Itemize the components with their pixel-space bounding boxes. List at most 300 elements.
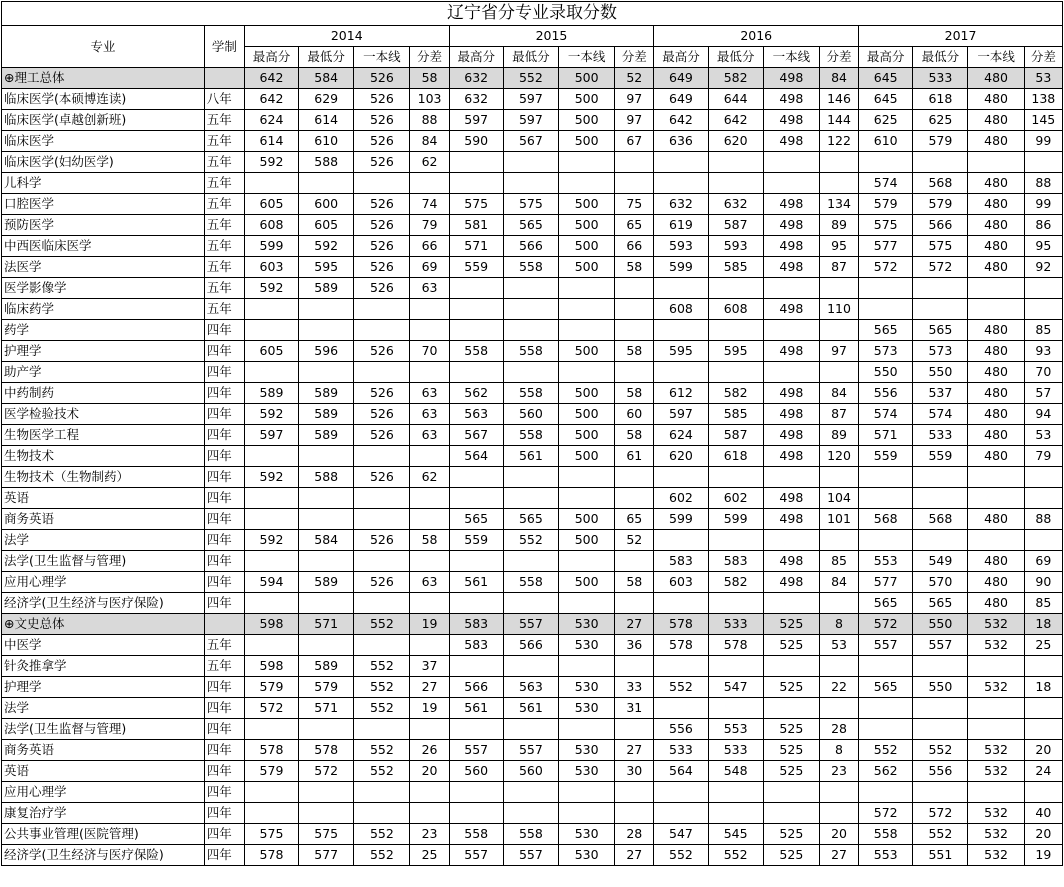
score-cell [615,152,654,173]
duration-cell: 四年 [204,488,244,509]
sub-header-2016-0: 最高分 [654,47,708,68]
score-cell: 530 [559,698,615,719]
score-cell: 480 [968,383,1024,404]
sub-header-2014-0: 最高分 [244,47,298,68]
admission-scores-table [1,1,1063,866]
score-cell [354,446,410,467]
score-cell: 552 [654,845,708,866]
score-cell: 52 [615,530,654,551]
score-cell: 564 [449,446,503,467]
score-cell: 530 [559,635,615,656]
score-cell: 526 [354,530,410,551]
score-cell [859,488,913,509]
score-cell: 498 [763,509,819,530]
score-cell: 25 [410,845,449,866]
score-cell [559,551,615,572]
score-cell [354,299,410,320]
score-cell [299,362,354,383]
score-cell: 552 [708,845,763,866]
score-cell: 66 [615,236,654,257]
major-cell: 公共事业管理(医院管理) [2,824,205,845]
score-cell: 592 [244,530,298,551]
duration-cell [204,614,244,635]
table-row [2,236,1063,257]
score-cell [819,656,858,677]
score-cell: 571 [449,236,503,257]
score-cell: 575 [299,824,354,845]
score-cell [244,362,298,383]
score-cell: 22 [819,677,858,698]
score-cell [763,698,819,719]
score-cell: 632 [654,194,708,215]
score-cell: 532 [968,845,1024,866]
score-cell [449,656,503,677]
score-cell: 526 [354,89,410,110]
score-cell [859,530,913,551]
score-cell: 557 [913,635,968,656]
score-cell: 480 [968,215,1024,236]
score-cell: 612 [654,383,708,404]
score-cell [503,467,558,488]
score-cell: 592 [244,152,298,173]
score-cell: 75 [615,194,654,215]
score-cell: 53 [819,635,858,656]
score-cell: 95 [819,236,858,257]
score-cell: 500 [559,89,615,110]
score-cell [708,362,763,383]
score-cell: 20 [410,761,449,782]
score-cell: 552 [354,761,410,782]
score-cell: 589 [299,383,354,404]
score-cell [299,299,354,320]
score-cell: 526 [354,68,410,89]
score-cell: 525 [763,761,819,782]
score-cell: 566 [913,215,968,236]
score-cell: 583 [449,635,503,656]
major-cell: ⊕文史总体 [2,614,205,635]
score-cell: 89 [819,425,858,446]
score-cell [913,530,968,551]
score-cell: 498 [763,299,819,320]
major-cell: 应用心理学 [2,572,205,593]
score-cell [354,362,410,383]
score-cell [449,362,503,383]
score-cell: 549 [913,551,968,572]
score-cell: 561 [449,698,503,719]
score-cell [654,593,708,614]
score-cell: 69 [410,257,449,278]
score-cell: 498 [763,341,819,362]
score-cell [449,551,503,572]
score-cell: 578 [244,845,298,866]
score-cell: 122 [819,131,858,152]
score-cell: 545 [708,824,763,845]
score-cell: 553 [859,551,913,572]
sub-header-2017-1: 最低分 [913,47,968,68]
score-cell: 532 [968,635,1024,656]
score-cell: 560 [503,761,558,782]
score-cell: 27 [615,740,654,761]
score-cell: 584 [299,68,354,89]
table-row [2,110,1063,131]
score-cell: 579 [859,194,913,215]
score-cell [763,173,819,194]
major-cell: 法学 [2,530,205,551]
score-cell: 70 [410,341,449,362]
major-cell: 护理学 [2,341,205,362]
duration-cell: 四年 [204,845,244,866]
score-cell: 79 [410,215,449,236]
score-cell: 526 [354,404,410,425]
score-cell: 571 [299,698,354,719]
score-cell: 595 [708,341,763,362]
score-cell: 572 [244,698,298,719]
score-cell: 550 [913,362,968,383]
score-cell: 578 [654,614,708,635]
score-cell [913,719,968,740]
score-cell: 498 [763,236,819,257]
score-cell [410,299,449,320]
score-cell [1024,656,1062,677]
score-cell: 567 [449,425,503,446]
score-cell: 550 [913,614,968,635]
table-row [2,530,1063,551]
major-cell: 助产学 [2,362,205,383]
score-cell: 28 [615,824,654,845]
score-cell [410,320,449,341]
table-row [2,341,1063,362]
score-cell: 97 [819,341,858,362]
score-cell: 550 [913,677,968,698]
major-cell: 英语 [2,488,205,509]
score-cell: 644 [708,89,763,110]
score-cell: 608 [654,299,708,320]
score-cell [819,152,858,173]
score-cell [503,152,558,173]
score-cell [449,593,503,614]
table-row [2,152,1063,173]
sub-header-2014-1: 最低分 [299,47,354,68]
score-cell: 26 [410,740,449,761]
score-cell: 63 [410,572,449,593]
major-cell: 医学检验技术 [2,404,205,425]
score-cell: 575 [449,194,503,215]
group-total-row [2,68,1063,89]
score-cell: 636 [654,131,708,152]
table-row [2,803,1063,824]
score-cell [859,698,913,719]
score-cell: 563 [503,677,558,698]
score-cell: 649 [654,68,708,89]
score-cell: 561 [503,446,558,467]
score-cell: 500 [559,383,615,404]
score-cell [654,173,708,194]
score-cell: 498 [763,488,819,509]
score-cell: 649 [654,89,708,110]
score-cell: 99 [1024,131,1062,152]
score-cell [449,803,503,824]
score-cell: 526 [354,572,410,593]
score-cell [244,320,298,341]
score-cell [819,698,858,719]
score-cell [763,278,819,299]
score-cell: 577 [859,236,913,257]
score-cell: 582 [708,383,763,404]
score-cell [615,593,654,614]
major-cell: 生物技术（生物制药） [2,467,205,488]
score-cell: 552 [503,68,558,89]
score-cell: 589 [299,425,354,446]
score-cell: 620 [708,131,763,152]
score-cell: 589 [244,383,298,404]
score-cell: 552 [354,845,410,866]
score-cell: 587 [708,215,763,236]
score-cell: 92 [1024,257,1062,278]
score-cell [410,446,449,467]
duration-cell: 四年 [204,551,244,572]
score-cell: 532 [968,614,1024,635]
score-cell [763,467,819,488]
score-cell [615,551,654,572]
score-cell: 566 [503,236,558,257]
major-cell: 临床医学(妇幼医学) [2,152,205,173]
score-cell: 58 [615,257,654,278]
table-row [2,719,1063,740]
score-cell [503,488,558,509]
duration-cell: 四年 [204,803,244,824]
score-cell: 27 [819,845,858,866]
table-row [2,425,1063,446]
score-cell: 498 [763,425,819,446]
score-cell [410,782,449,803]
score-cell [968,467,1024,488]
score-cell: 565 [913,320,968,341]
score-cell: 565 [859,593,913,614]
score-cell: 624 [244,110,298,131]
score-cell [1024,488,1062,509]
score-cell: 558 [503,341,558,362]
score-cell: 557 [503,740,558,761]
score-cell [708,152,763,173]
score-cell: 498 [763,194,819,215]
score-cell [1024,278,1062,299]
score-cell: 551 [913,845,968,866]
score-cell [559,488,615,509]
score-cell: 144 [819,110,858,131]
score-cell: 86 [1024,215,1062,236]
score-cell: 565 [859,320,913,341]
score-cell: 533 [913,68,968,89]
table-row [2,656,1063,677]
score-cell [503,278,558,299]
score-cell: 552 [654,677,708,698]
score-cell: 498 [763,110,819,131]
score-cell [1024,152,1062,173]
score-cell: 500 [559,257,615,278]
score-cell: 87 [819,404,858,425]
score-cell [968,719,1024,740]
major-cell: 临床药学 [2,299,205,320]
score-cell [654,803,708,824]
score-cell: 526 [354,215,410,236]
score-cell: 61 [615,446,654,467]
score-cell: 558 [503,572,558,593]
score-cell: 480 [968,509,1024,530]
score-cell: 558 [503,425,558,446]
score-cell: 500 [559,110,615,131]
score-cell [615,803,654,824]
score-cell: 632 [449,68,503,89]
score-cell: 574 [859,404,913,425]
score-cell: 575 [503,194,558,215]
score-cell: 570 [913,572,968,593]
major-cell: 针灸推拿学 [2,656,205,677]
major-cell: 预防医学 [2,215,205,236]
score-cell: 480 [968,89,1024,110]
score-cell [559,278,615,299]
score-cell: 599 [654,509,708,530]
score-cell: 85 [1024,320,1062,341]
table-row [2,488,1063,509]
score-cell [913,698,968,719]
score-cell: 602 [708,488,763,509]
score-cell: 97 [615,110,654,131]
table-row [2,593,1063,614]
score-cell: 597 [449,110,503,131]
score-cell: 19 [410,698,449,719]
score-cell: 572 [913,257,968,278]
score-cell: 552 [354,614,410,635]
table-row [2,89,1063,110]
score-cell: 532 [968,803,1024,824]
score-cell: 84 [819,383,858,404]
group-total-row [2,614,1063,635]
duration-cell: 五年 [204,215,244,236]
score-cell: 79 [1024,446,1062,467]
score-cell: 566 [449,677,503,698]
score-cell: 565 [913,593,968,614]
score-cell [244,551,298,572]
table-row [2,194,1063,215]
score-cell [410,803,449,824]
table-row [2,572,1063,593]
score-cell: 600 [299,194,354,215]
score-cell: 642 [244,68,298,89]
score-cell: 85 [1024,593,1062,614]
score-cell: 558 [449,824,503,845]
table-row [2,278,1063,299]
major-cell: 中医学 [2,635,205,656]
score-cell [299,803,354,824]
score-cell [244,299,298,320]
duration-cell: 五年 [204,635,244,656]
score-cell [654,467,708,488]
score-cell: 595 [654,341,708,362]
score-cell [244,446,298,467]
score-cell: 618 [708,446,763,467]
duration-cell: 四年 [204,341,244,362]
score-cell: 84 [819,572,858,593]
score-cell [1024,299,1062,320]
score-cell [299,635,354,656]
score-cell: 480 [968,194,1024,215]
score-cell [968,698,1024,719]
score-cell [615,719,654,740]
sub-header-2015-0: 最高分 [449,47,503,68]
score-cell: 605 [299,215,354,236]
score-cell [559,173,615,194]
score-cell: 577 [299,845,354,866]
score-cell: 500 [559,194,615,215]
score-cell: 30 [615,761,654,782]
score-cell: 597 [654,404,708,425]
score-cell: 525 [763,740,819,761]
sub-header-2014-2: 一本线 [354,47,410,68]
score-cell: 530 [559,740,615,761]
score-cell: 560 [449,761,503,782]
table-row [2,551,1063,572]
score-cell: 498 [763,215,819,236]
score-cell: 526 [354,341,410,362]
score-cell: 480 [968,110,1024,131]
score-cell: 557 [503,614,558,635]
major-cell: 生物医学工程 [2,425,205,446]
score-cell: 88 [1024,173,1062,194]
score-cell: 498 [763,257,819,278]
table-row [2,215,1063,236]
score-cell: 578 [299,740,354,761]
score-cell: 605 [244,341,298,362]
score-cell: 530 [559,824,615,845]
score-cell [615,278,654,299]
sub-header-2015-3: 分差 [615,47,654,68]
duration-cell: 五年 [204,131,244,152]
score-cell [1024,782,1062,803]
score-cell: 573 [913,341,968,362]
score-cell: 603 [244,257,298,278]
duration-cell: 四年 [204,761,244,782]
score-cell: 573 [859,341,913,362]
score-cell: 500 [559,530,615,551]
score-cell [819,278,858,299]
score-cell: 603 [654,572,708,593]
score-cell [503,656,558,677]
score-cell: 599 [708,509,763,530]
table-row [2,677,1063,698]
score-cell: 498 [763,131,819,152]
score-cell: 568 [913,509,968,530]
score-cell: 578 [244,740,298,761]
score-cell: 84 [819,68,858,89]
score-cell: 583 [449,614,503,635]
score-cell [503,551,558,572]
score-cell: 60 [615,404,654,425]
major-cell: 经济学(卫生经济与医疗保险) [2,593,205,614]
score-cell [615,173,654,194]
score-cell: 589 [299,404,354,425]
score-cell: 571 [299,614,354,635]
score-cell: 557 [859,635,913,656]
major-cell: 商务英语 [2,509,205,530]
score-cell: 498 [763,68,819,89]
score-cell: 526 [354,110,410,131]
score-cell [708,656,763,677]
score-cell [708,782,763,803]
score-cell: 595 [299,257,354,278]
score-cell: 37 [410,656,449,677]
score-cell: 530 [559,614,615,635]
score-cell [654,152,708,173]
